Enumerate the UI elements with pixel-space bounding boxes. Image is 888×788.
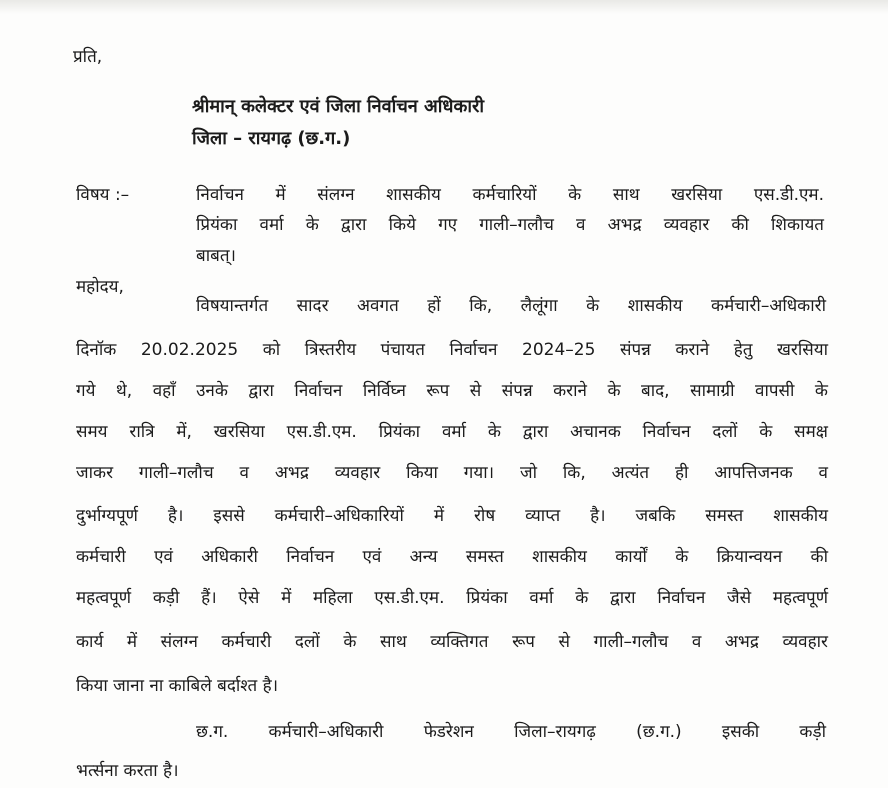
subject-line-3: बाबत्। — [196, 246, 236, 266]
para1-line-3: गये थे, वहॉं उनके द्वारा निर्वाचन निर्विघ्न रूप से संपन्न कराने के बाद, सामाग्री वापसी के — [76, 381, 828, 401]
para1-line-7: कर्मचारी एवं अधिकारी निर्वाचन एवं अन्य समस्त शासकीय कार्यों के क्रियान्वयन की — [76, 547, 828, 567]
top-edge-shadow — [0, 0, 888, 14]
subject-line-1: निर्वाचन में संलग्न शासकीय कर्मचारियों के साथ खरसिया एस.डी.एम. — [196, 185, 824, 205]
para1-line-5: जाकर गाली–गलौच व अभद्र व्यवहार किया गया। जो कि, अत्यंत ही आपत्तिजनक व — [76, 463, 828, 483]
para1-line-1: विषयान्तर्गत सादर अवगत हों कि, लैलूंगा के शासकीय कर्मचारी–अधिकारी — [196, 296, 826, 316]
para1-line-8: महत्वपूर्ण कड़ी हैं। ऐसे में महिला एस.डी.एम. प्रियंका वर्मा के द्वारा निर्वाचन जैसे महत्वपूर्ण — [76, 588, 828, 608]
para1-line-10: किया जाना ना काबिले बर्दाश्त है। — [76, 676, 279, 696]
para1-line-2: दिनॉक 20.02.2025 को त्रिस्तरीय पंचायत निर्वाचन 2024–25 संपन्न कराने हेतु खरसिया — [76, 340, 828, 360]
addressee-line-2: जिला – रायगढ़ (छ.ग.) — [192, 128, 351, 149]
subject-line-2: प्रियंका वर्मा के द्वारा किये गए गाली–गलौच व अभद्र व्यवहार की शिकायत — [196, 215, 824, 235]
salutation-to: प्रति, — [73, 47, 103, 67]
para2-line-1: छ.ग. कर्मचारी–अधिकारी फेडरेशन जिला–रायगढ़ (छ.ग.) इसकी कड़ी — [196, 722, 826, 742]
subject-label: विषय :– — [76, 185, 130, 205]
para1-line-9: कार्य में संलग्न कर्मचारी दलों के साथ व्यक्तिगत रूप से गाली–गलौच व अभद्र व्यवहार — [76, 632, 828, 652]
para1-line-4: समय रात्रि में, खरसिया एस.डी.एम. प्रियंका वर्मा के द्वारा अचानक निर्वाचन दलों के समक्ष — [76, 422, 828, 442]
para2-line-2: भर्त्सना करता है। — [76, 761, 179, 781]
greeting: महोदय, — [76, 277, 124, 297]
addressee-line-1: श्रीमान् कलेक्टर एवं जिला निर्वाचन अधिकारी — [192, 96, 485, 117]
para1-line-6: दुर्भाग्यपूर्ण है। इससे कर्मचारी–अधिकारियों में रोष व्याप्त है। जबकि समस्त शासकीय — [76, 506, 828, 526]
